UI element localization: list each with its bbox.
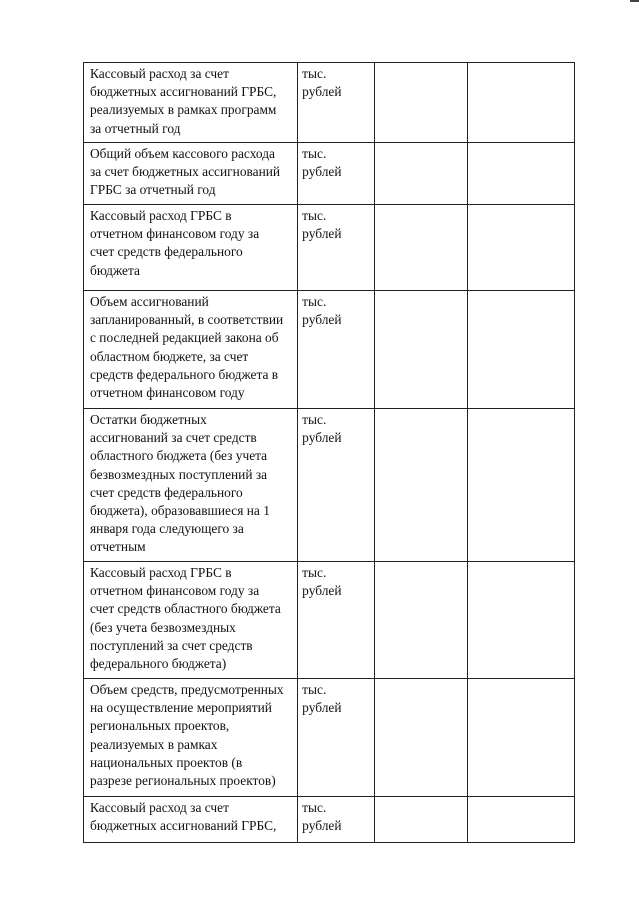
value-cell-1 [374, 409, 467, 562]
unit-cell [298, 291, 375, 409]
value-cell-2 [467, 63, 574, 143]
value-cell-1 [374, 679, 467, 797]
table-row [84, 797, 575, 843]
value-cell-1 [374, 562, 467, 679]
table-row [84, 562, 575, 679]
indicator-name-cell [84, 562, 298, 679]
value-cell-1 [374, 63, 467, 143]
value-cell-2 [467, 291, 574, 409]
unit-cell [298, 63, 375, 143]
value-cell-2 [467, 409, 574, 562]
unit-cell [298, 797, 375, 843]
scan-edge-mark [630, 0, 639, 2]
value-cell-1 [374, 291, 467, 409]
table-row [84, 63, 575, 143]
indicator-name-cell [84, 63, 298, 143]
unit-label: тыс. рублей [302, 682, 342, 716]
indicator-name-cell [84, 143, 298, 205]
value-cell-2 [467, 143, 574, 205]
indicator-name: Объем ассигнований запланированный, в соответствии с последней редакцией закона об областном бюджете, за счет средств федерального бюджета в отчетном финансовом году [90, 294, 284, 401]
table-row [84, 291, 575, 409]
unit-cell [298, 562, 375, 679]
unit-cell [298, 679, 375, 797]
table-row [84, 143, 575, 205]
value-cell-2 [467, 205, 574, 291]
unit-cell [298, 409, 375, 562]
value-cell-1 [374, 143, 467, 205]
indicator-name: Остатки бюджетных ассигнований за счет средств областного бюджета (без учета безвозмездных поступлений за счет средств федерального бюджета), образовавшиеся на 1 января года следующего за отчетным [90, 412, 270, 555]
indicator-name: Кассовый расход ГРБС в отчетном финансовом году за счет средств областного бюджета (без учета безвозмездных поступлений за счет средств федерального бюджета) [90, 565, 281, 672]
table-row [84, 409, 575, 562]
unit-label: тыс. рублей [302, 208, 342, 242]
indicator-name-cell [84, 679, 298, 797]
indicator-name-cell [84, 797, 298, 843]
table-row [84, 679, 575, 797]
unit-label: тыс. рублей [302, 800, 342, 834]
unit-label: тыс. рублей [302, 412, 342, 446]
indicator-name: Кассовый расход за счет бюджетных ассигнований ГРБС, реализуемых в рамках программ за отчетный год [90, 66, 277, 136]
value-cell-1 [374, 205, 467, 291]
unit-label: тыс. рублей [302, 565, 342, 599]
indicator-name-cell [84, 291, 298, 409]
value-cell-2 [467, 562, 574, 679]
unit-cell [298, 205, 375, 291]
value-cell-2 [467, 679, 574, 797]
indicator-name: Общий объем кассового расхода за счет бюджетных ассигнований ГРБС за отчетный год [90, 146, 281, 198]
indicator-name: Объем средств, предусмотренных на осуществление мероприятий региональных проектов, реализуемых в рамках национальных проектов (в разрезе региональных проектов) [90, 682, 284, 789]
indicator-name: Кассовый расход ГРБС в отчетном финансовом году за счет средств федерального бюджета [90, 208, 260, 278]
indicator-name-cell [84, 409, 298, 562]
value-cell-2 [467, 797, 574, 843]
indicator-name: Кассовый расход за счет бюджетных ассигнований ГРБС, [90, 800, 277, 834]
unit-label: тыс. рублей [302, 294, 342, 328]
indicators-table [83, 62, 575, 843]
value-cell-1 [374, 797, 467, 843]
unit-label: тыс. рублей [302, 66, 342, 100]
unit-label: тыс. рублей [302, 146, 342, 180]
unit-cell [298, 143, 375, 205]
indicator-name-cell [84, 205, 298, 291]
table-row [84, 205, 575, 291]
